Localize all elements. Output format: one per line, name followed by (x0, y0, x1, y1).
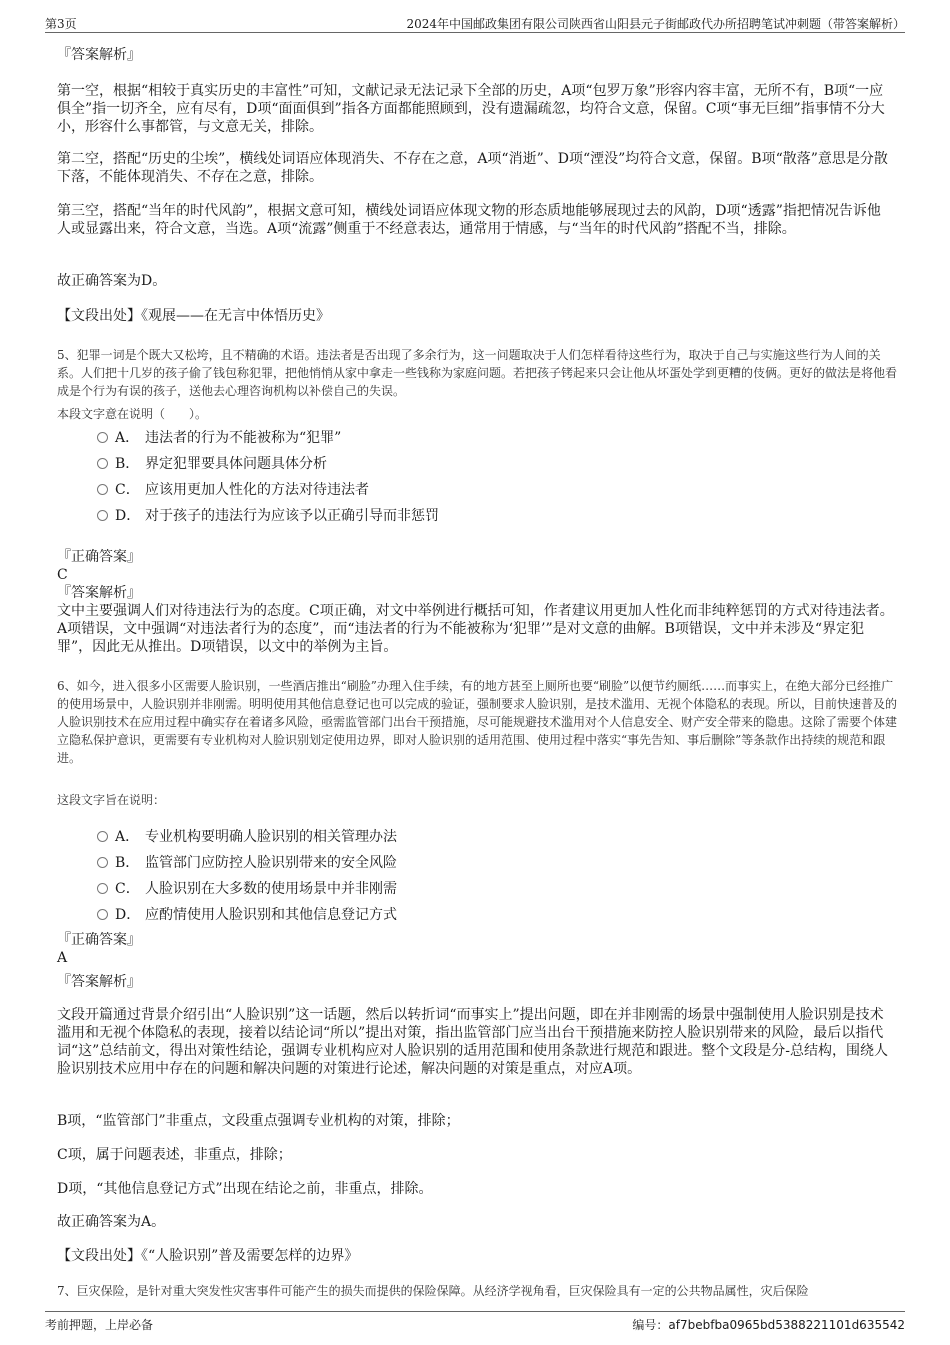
q5-stem: 5、犯罪一词是个既大又松垮，且不精确的术语。违法者是否出现了多余行为，这一问题取决于人们怎样看待这些行为，取决于自己与实施这些行为人间的关系。人们把十几岁的孩子偷了钱包称犯罪，把他悄悄从家中拿走一些钱称为家庭问题。若把孩子铐起来只会让他从坏蛋处学到更糟的伎俩。更好的做法是将他看成是个行为有误的孩子，送他去心理咨询机构以补偿自己的失误。 (57, 348, 898, 398)
q6-answer-label: 『正确答案』 (57, 932, 141, 948)
q5-analysis: 文中主要强调人们对待违法行为的态度。C项正确，对文中举例进行概括可知，作者建议用更加人性化而非纯粹惩罚的方式对待违法者。A项错误，文中强调“对违法者行为的态度”，而“违法者的行为不能被称为‘犯罪’”是对文意的曲解。B项错误，文中并未涉及“界定犯罪”，因此无从推出。D项错误，以文中的举例为主旨。 (57, 603, 894, 655)
q7-stem: 7、巨灾保险，是针对重大突发性灾害事件可能产生的损失而提供的保险保障。从经济学视角看，巨灾保险具有一定的公共物品属性，灾后保险 (57, 1284, 809, 1298)
radio-button[interactable] (97, 883, 108, 894)
page-footer (45, 1311, 905, 1334)
q4-conclusion: 故正确答案为D。 (57, 273, 167, 289)
q6-conclusion: 故正确答案为A。 (57, 1214, 166, 1230)
document-id: 编号：af7bebfba0965bd5388221101d635542 (632, 1318, 905, 1332)
q6-source: 【文段出处】《“人脸识别”普及需要怎样的边界》 (57, 1248, 359, 1264)
q5-answer-label: 『正确答案』 (57, 549, 141, 565)
q6-analysis-label: 『答案解析』 (57, 974, 141, 990)
q6-answer-block (57, 931, 897, 967)
radio-button[interactable] (97, 432, 108, 443)
q4-analysis (57, 46, 897, 64)
radio-button[interactable] (97, 458, 108, 469)
q4-para-3: 第三空，搭配“当年的时代风韵”，根据文意可知，横线处词语应体现文物的形态质地能够展现过去的风韵，D项“透露”指把情况告诉他人或显露出来，符合文意，当选。A项“流露”侧重于不经意表达，通常用于情感，与“当年的时代风韵”搭配不当，排除。 (57, 203, 881, 237)
page-number: 第3页 (45, 17, 77, 31)
document-title: 2024年中国邮政集团有限公司陕西省山阳县元子街邮政代办所招聘笔试冲刺题（带答案解析） (406, 17, 905, 31)
footer-slogan: 考前押题，上岸必备 (45, 1318, 154, 1332)
radio-button[interactable] (97, 909, 108, 920)
radio-button[interactable] (97, 831, 108, 842)
q4-analysis-label: 『答案解析』 (57, 47, 141, 63)
q5-analysis-label: 『答案解析』 (57, 585, 141, 601)
q4-para-2: 第二空，搭配“历史的尘埃”，横线处词语应体现消失、不存在之意，A项“消逝”、D项“湮没”均符合文意，保留。B项“散落”意思是分散下落，不能体现消失、不存在之意，排除。 (57, 151, 888, 185)
page-header (45, 12, 905, 33)
q4-source: 【文段出处】《观展——在无言中体悟历史》 (57, 308, 330, 324)
radio-button[interactable] (97, 510, 108, 521)
q4-para-1: 第一空，根据“相较于真实历史的丰富性”可知，文献记录无法记录下全部的历史，A项“包罗万象”形容内容丰富，无所不有，B项“一应俱全”指一切齐全，应有尽有，D项“面面俱到”指各方面都能照顾到，没有遗漏疏忽，均符合文意，保留。C项“事无巨细”指事情不分大小，形容什么事都管，与文意无关，排除。 (57, 83, 885, 135)
q6-analysis-para-1: 文段开篇通过背景介绍引出“人脸识别”这一话题，然后以转折词“而事实上”提出问题，即在并非刚需的场景中强制使用人脸识别是技术滥用和无视个体隐私的表现，接着以结论词“所以”提出对策，指出监管部门应当出台干预措施来防控人脸识别带来的风险，最后以指代词“这”总结前文，得出对策性结论，强调专业机构应对人脸识别的适用范围和使用条款进行规范和跟进。整个文段是分-总结构，围绕人脸识别技术应用中存在的问题和解决问题的对策进行论述，解决问题的对策是重点，对应A项。 (57, 1007, 889, 1077)
radio-button[interactable] (97, 857, 108, 868)
q6-stem: 6、如今，进入很多小区需要人脸识别，一些酒店推出“刷脸”办理入住手续，有的地方甚至上厕所也要“刷脸”以便节约厕纸……而事实上，在绝大部分已经推广的使用场景中，人脸识别并非刚需。明明使用其他信息登记也可以完成的验证，强制要求人脸识别，是技术滥用、无视个体隐私的表现。所以，目前快速普及的人脸识别技术在应用过程中确实存在着诸多风险，亟需监管部门出台干预措施，尽可能规避技术滥用对个人信息安全、财产安全带来的隐患。这除了需要个体建立隐私保护意识，更需要有专业机构对人脸识别划定使用边界，即对人脸识别的适用范围、使用过程中落实“事先告知、事后删除”等条款作出持续的规范和跟进。 (57, 679, 898, 765)
q5-answer-block (57, 548, 897, 656)
q6-analysis-para-2: B项，“监管部门”非重点，文段重点强调专业机构的对策，排除； (57, 1113, 460, 1129)
q6-analysis-para-3: C项，属于问题表述，非重点，排除； (57, 1147, 292, 1163)
q5-ask: 本段文字意在说明（ ）。 (57, 407, 208, 421)
q6-analysis-para-4: D项，“其他信息登记方式”出现在结论之前，非重点，排除。 (57, 1181, 433, 1197)
radio-button[interactable] (97, 484, 108, 495)
q5-answer: C (57, 567, 68, 583)
q6-answer: A (57, 950, 68, 966)
q6-ask: 这段文字旨在说明： (57, 793, 166, 807)
